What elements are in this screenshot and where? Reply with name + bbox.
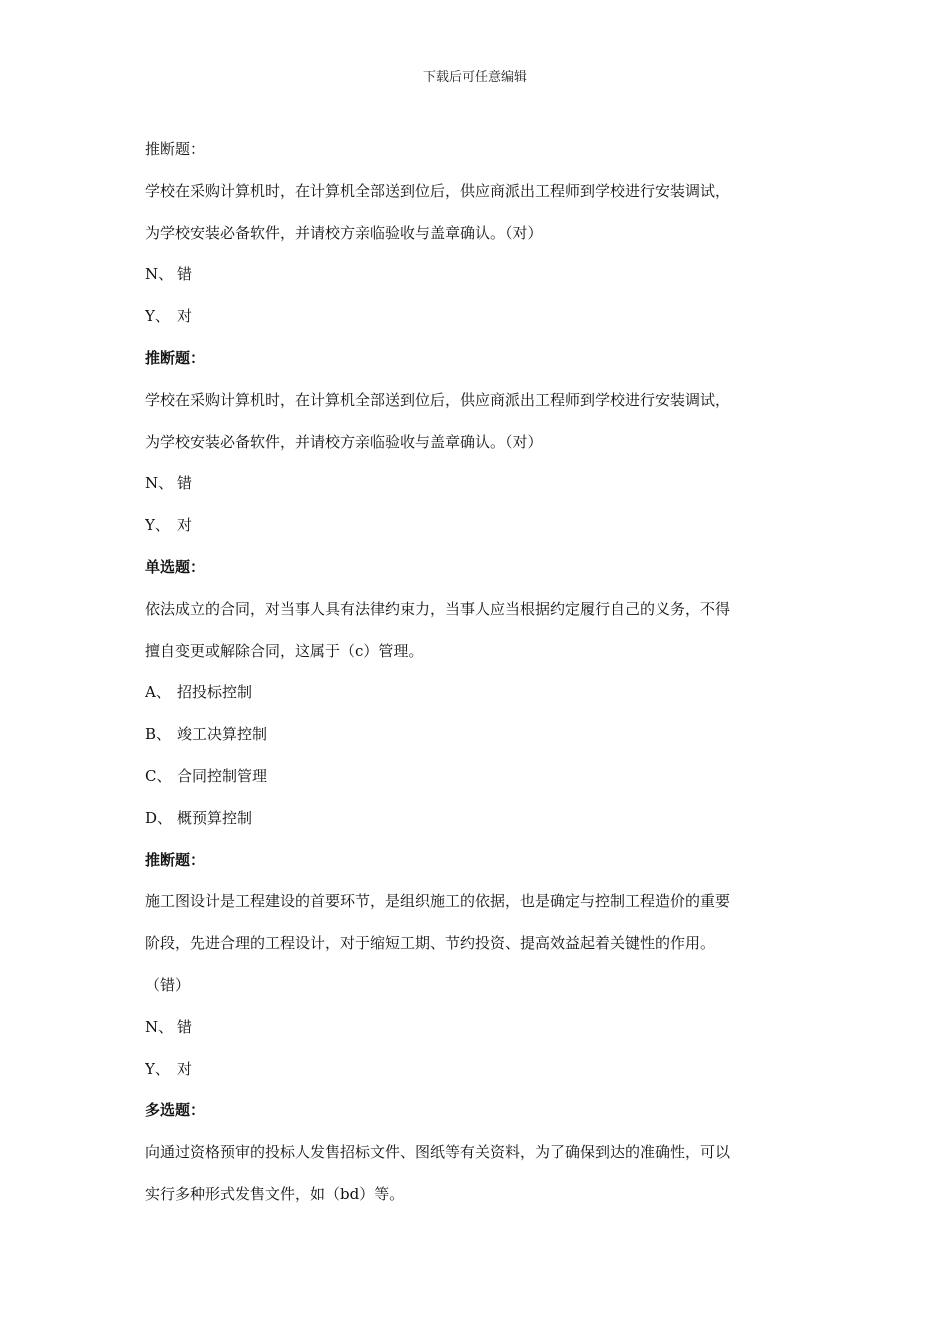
option-text: 对 — [177, 307, 193, 326]
option-text: 合同控制管理 — [177, 766, 268, 785]
option-key: B、 — [145, 725, 172, 744]
option-text: 错 — [177, 474, 193, 493]
option-key: A、 — [145, 683, 171, 702]
option-text: 错 — [177, 265, 193, 284]
question-heading: 多选题： — [145, 1101, 206, 1120]
option-key: N、 — [145, 1017, 174, 1036]
text-line: 为学校安装必备软件，并请校方亲临验收与盖章确认。（对） — [145, 432, 543, 451]
text-line: 擅自变更或解除合同，这属于（c）管理。 — [145, 641, 424, 660]
answer-option — [145, 763, 805, 805]
option-key: D、 — [145, 808, 173, 827]
text-line: 阶段，先进合理的工程设计，对于缩短工期、节约投资、提高效益起着关键性的作用。 — [145, 934, 716, 953]
text-line: 学校在采购计算机时，在计算机全部送到位后，供应商派出工程师到学校进行安装调试， — [145, 181, 731, 200]
option-key: Y、 — [145, 1059, 170, 1078]
option-key: N、 — [145, 474, 174, 493]
option-text: 概预算控制 — [177, 808, 253, 827]
answer-option — [145, 1056, 805, 1098]
answer-option — [145, 303, 805, 345]
question-heading: 单选题： — [145, 557, 206, 576]
answer-option — [145, 470, 805, 512]
page-header: 下载后可任意编辑 — [422, 70, 527, 85]
text-line: 施工图设计是工程建设的首要环节，是组织施工的依据，也是确定与控制工程造价的重要 — [145, 892, 731, 911]
answer-option — [145, 512, 805, 554]
document-body — [145, 136, 805, 1223]
text-line: 为学校安装必备软件，并请校方亲临验收与盖章确认。（对） — [145, 223, 543, 242]
question-heading: 推断题： — [145, 348, 206, 367]
option-text: 错 — [177, 1017, 193, 1036]
text-line: 向通过资格预审的投标人发售招标文件、图纸等有关资料，为了确保到达的准确性，可以 — [145, 1143, 731, 1162]
answer-option — [145, 679, 805, 721]
option-text: 对 — [177, 516, 193, 535]
option-text: 竣工决算控制 — [177, 725, 268, 744]
answer-option — [145, 261, 805, 303]
question-heading: 推断题： — [145, 850, 206, 869]
answer-option — [145, 1014, 805, 1056]
answer-option — [145, 805, 805, 847]
option-text: 招投标控制 — [177, 683, 253, 702]
answer-option — [145, 721, 805, 763]
text-line: 推断题： — [145, 140, 206, 158]
text-line: 实行多种形式发售文件，如（bd）等。 — [145, 1184, 405, 1203]
text-line: 依法成立的合同，对当事人具有法律约束力，当事人应当根据约定履行自己的义务，不得 — [145, 599, 731, 618]
option-key: C、 — [145, 766, 172, 785]
option-text: 对 — [177, 1059, 193, 1078]
text-line: 学校在采购计算机时，在计算机全部送到位后，供应商派出工程师到学校进行安装调试， — [145, 390, 731, 409]
option-key: Y、 — [145, 307, 170, 326]
option-key: N、 — [145, 265, 174, 284]
option-key: Y、 — [145, 516, 170, 535]
text-line: （错） — [145, 975, 191, 994]
